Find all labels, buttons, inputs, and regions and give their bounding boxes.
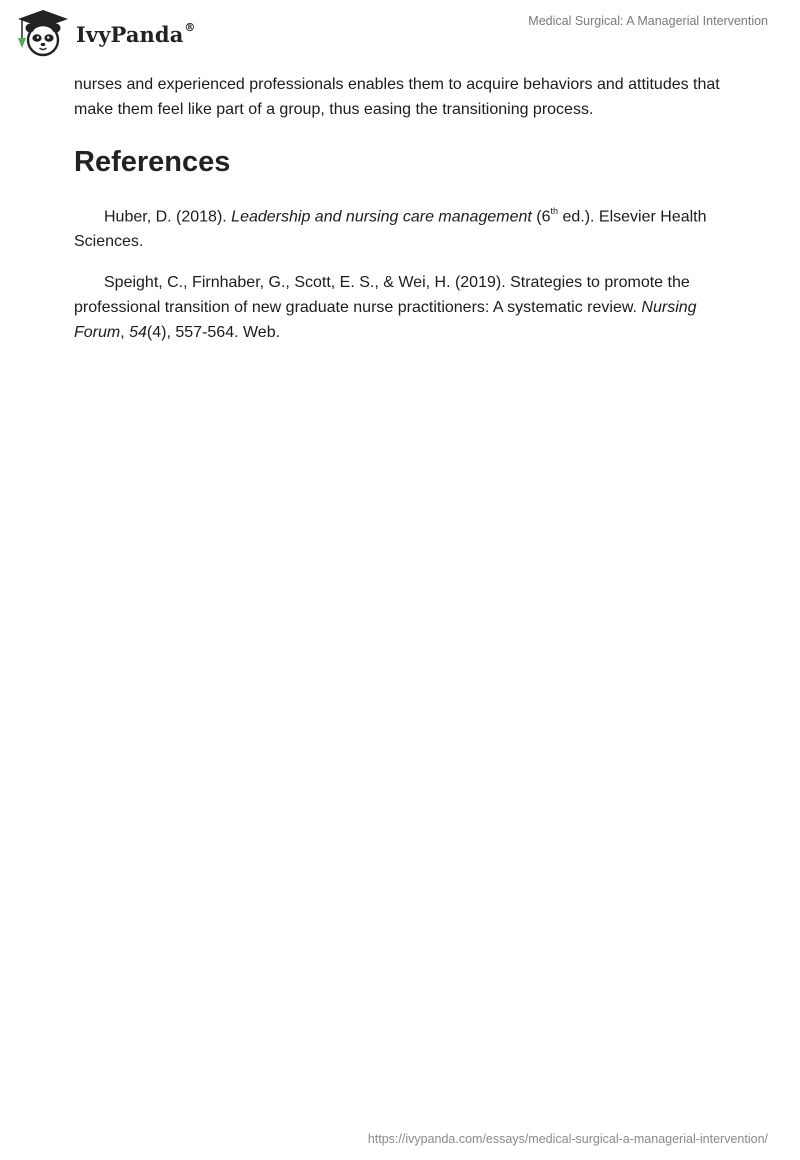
reference-title: Leadership and nursing care management: [231, 208, 532, 226]
reference-edition-sup: th: [550, 206, 558, 216]
references-heading: References: [74, 146, 231, 178]
source-url[interactable]: https://ivypanda.com/essays/medical-surgical-a-managerial-intervention/: [367, 1132, 768, 1146]
reference-entry: [74, 270, 730, 345]
reference-separator: ,: [120, 324, 130, 342]
reference-entry: [74, 200, 730, 254]
registered-mark: ®: [184, 20, 196, 34]
reference-volume: 54: [129, 324, 147, 342]
brand-name: IvyPanda®: [76, 20, 196, 47]
brand-logo[interactable]: [14, 8, 196, 58]
reference-edition-open: (6: [531, 208, 551, 226]
reference-pages: (4), 557-564. Web.: [146, 324, 281, 342]
reference-authors-title: Speight, C., Firnhaber, G., Scott, E. S., & Wei, H. (2019). Strategies to promote the professional transition of new graduate nurse practitioners: A systematic review.: [74, 274, 690, 317]
reference-edition-close: ed.). Elsevier Health Sciences.: [74, 208, 707, 251]
page-header: [0, 0, 800, 64]
panda-graduate-icon: [14, 8, 72, 58]
reference-journal: Nursing Forum: [74, 299, 697, 342]
intro-paragraph: nurses and experienced professionals enables them to acquire behaviors and attitudes that make them feel like part of a group, thus easing the transitioning process.: [74, 76, 720, 118]
reference-authors: Huber, D. (2018).: [104, 208, 232, 226]
document-body: [74, 72, 730, 361]
document-title: Medical Surgical: A Managerial Intervention: [528, 14, 768, 28]
